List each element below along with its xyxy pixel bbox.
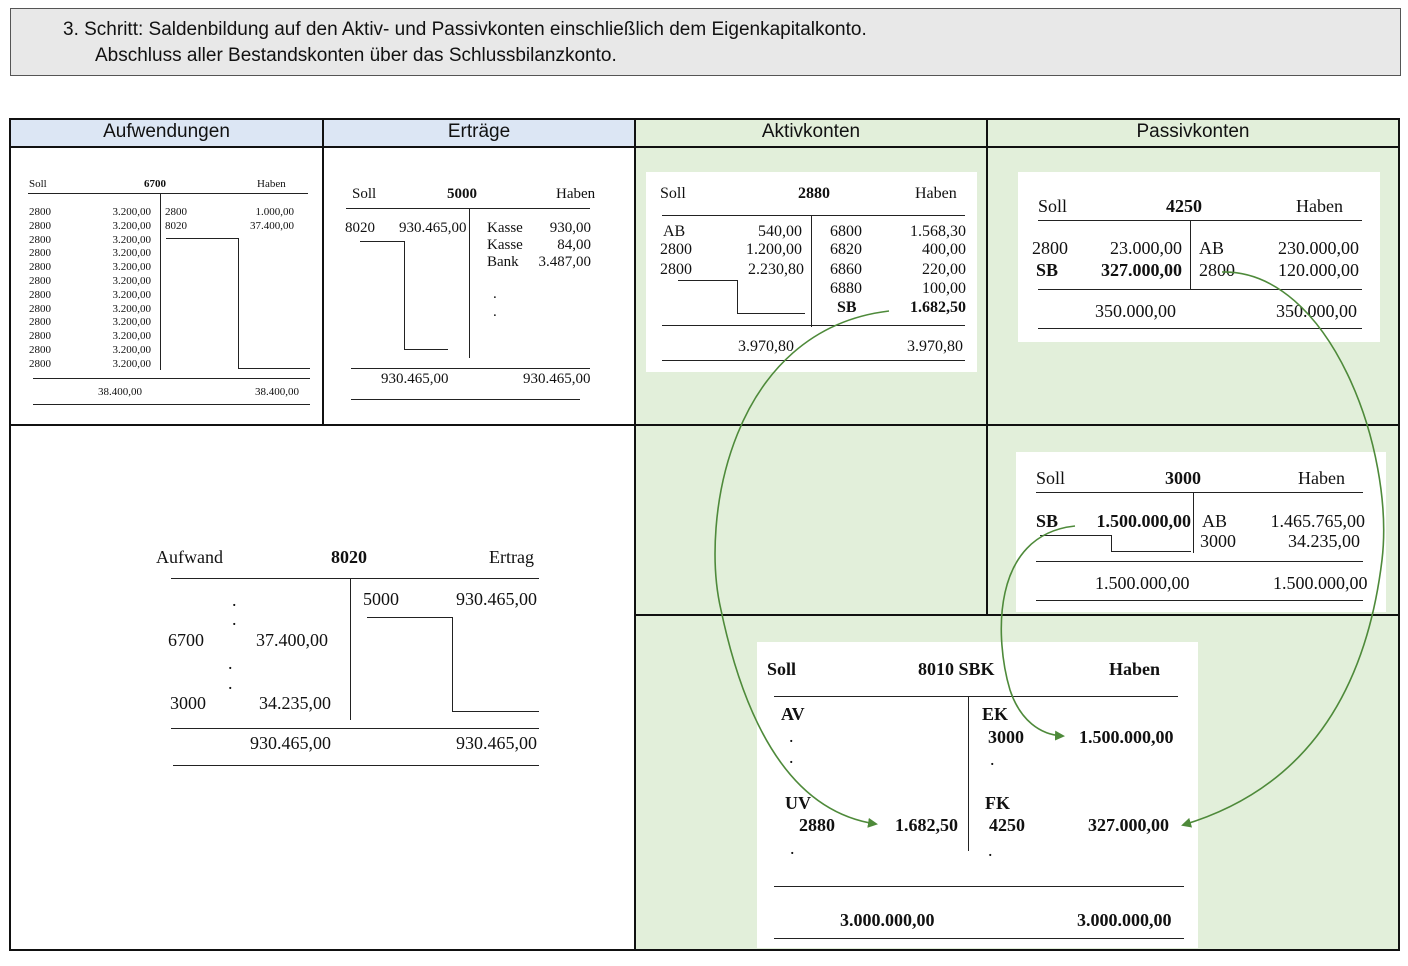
k6700-left-acc-3: 2800 xyxy=(29,247,51,260)
k8010-uv-account: 2880 xyxy=(799,815,835,835)
k6700-haben: Haben xyxy=(257,178,286,190)
k8020-number: 8020 xyxy=(331,547,367,567)
k2880-sb-value: 1.682,50 xyxy=(910,299,966,316)
k3000-sb-label: SB xyxy=(1036,511,1059,531)
k8020-left-val-0: 37.400,00 xyxy=(256,630,328,650)
k2880-left-acc-1: 2800 xyxy=(660,241,692,258)
k3000-sb-value: 1.500.000,00 xyxy=(1096,511,1191,531)
k8010-dot-4: . xyxy=(990,749,995,769)
k6700-sum-left: 38.400,00 xyxy=(98,386,142,398)
k4250-sb-label: SB xyxy=(1036,260,1059,280)
k6700-right-val-0: 1.000,00 xyxy=(255,206,294,218)
k8020-right-account: 5000 xyxy=(363,589,399,609)
k3000-number: 3000 xyxy=(1165,468,1201,488)
header-ertraege: Erträge xyxy=(447,121,511,142)
k8020-dot-4: . xyxy=(228,673,233,693)
k4250-right-val-1: 120.000,00 xyxy=(1278,260,1359,280)
k5000-right-val-1: 84,00 xyxy=(557,237,591,253)
k5000-dot-2: . xyxy=(493,304,497,320)
k8010-sum-right: 3.000.000,00 xyxy=(1077,910,1172,930)
k5000-left-account: 8020 xyxy=(345,220,375,236)
header-passivkonten: Passivkonten xyxy=(1136,121,1250,142)
k6700-left-val-0: 3.200,00 xyxy=(112,206,151,218)
k6700-sum-right: 38.400,00 xyxy=(255,386,299,398)
k8010-fk-account: 4250 xyxy=(989,815,1025,835)
k2880-right-acc-2: 6860 xyxy=(830,261,862,278)
k2880-left-val-1: 1.200,00 xyxy=(746,241,802,258)
arrow-3000-to-sbk xyxy=(1001,526,1075,736)
header-aufwendungen: Aufwendungen xyxy=(103,121,230,142)
k8010-fk: FK xyxy=(985,793,1010,813)
k8010-uv-value: 1.682,50 xyxy=(895,815,958,835)
k5000-sum-right: 930.465,00 xyxy=(523,371,591,387)
k3000-right-acc-1: 3000 xyxy=(1200,531,1236,551)
k8020-left-acc-0: 6700 xyxy=(168,630,204,650)
k6700-left-val-8: 3.200,00 xyxy=(112,316,151,329)
k8020-sum-right: 930.465,00 xyxy=(456,733,537,753)
k6700-left-val-3: 3.200,00 xyxy=(112,247,151,260)
k2880-sum-right: 3.970,80 xyxy=(907,338,963,355)
k6700-left-acc-1: 2800 xyxy=(29,219,51,232)
k5000-haben: Haben xyxy=(556,186,596,202)
banner-line-2: Abschluss aller Bestandskonten über das Schlussbilanzkonto. xyxy=(95,45,617,66)
k6700-left-acc-8: 2800 xyxy=(29,316,51,329)
k8010-uv: UV xyxy=(785,793,811,813)
k6700-left-acc-0: 2800 xyxy=(29,206,51,218)
k6700-left-val-9: 3.200,00 xyxy=(112,330,151,343)
k8010-soll: Soll xyxy=(767,659,797,679)
k6700-right-val-1: 37.400,00 xyxy=(250,220,294,232)
k6700-left-val-4: 3.200,00 xyxy=(112,261,151,274)
k8010-dot-1: . xyxy=(789,726,794,746)
k6700-left-acc-6: 2800 xyxy=(29,288,51,301)
k8020-dot-3: . xyxy=(228,653,233,673)
k6700-number: 6700 xyxy=(144,178,166,190)
arrow-2880-to-sbk xyxy=(715,311,889,824)
k4250-soll: Soll xyxy=(1038,196,1068,216)
k2880-sb-label: SB xyxy=(837,299,857,316)
k6700-left-val-10: 3.200,00 xyxy=(112,344,151,356)
banner-line-1: 3. Schritt: Saldenbildung auf den Aktiv- und Passivkonten einschließlich dem Eigenkapitalkonto. xyxy=(63,19,867,40)
k2880-left-acc-2: 2800 xyxy=(660,261,692,278)
k2880-sum-left: 3.970,80 xyxy=(738,338,794,355)
arrow-4250-to-sbk xyxy=(1183,272,1384,825)
k3000-right-val-1: 34.235,00 xyxy=(1288,531,1360,551)
k8020-sum-left: 930.465,00 xyxy=(250,733,331,753)
k4250-haben: Haben xyxy=(1296,196,1343,216)
k6700-left-acc-10: 2800 xyxy=(29,344,51,356)
k8020-dot-1: . xyxy=(232,590,237,610)
k6700-left-acc-2: 2800 xyxy=(29,233,51,246)
k2880-right-val-2: 220,00 xyxy=(922,261,966,278)
k6700-left-val-2: 3.200,00 xyxy=(112,233,151,246)
k2880-right-acc-0: 6800 xyxy=(830,223,862,240)
k6700-left-val-7: 3.200,00 xyxy=(112,302,151,315)
k5000-right-acc-2: Bank xyxy=(487,254,519,270)
k8010-av: AV xyxy=(781,704,805,724)
k2880-right-val-0: 1.568,30 xyxy=(910,223,966,240)
k6700-left-acc-5: 2800 xyxy=(29,275,51,287)
k5000-sum-left: 930.465,00 xyxy=(381,371,449,387)
k4250-sum-right: 350.000,00 xyxy=(1276,301,1357,321)
k5000-left-value: 930.465,00 xyxy=(399,220,467,236)
k8010-sum-left: 3.000.000,00 xyxy=(840,910,935,930)
k2880-left-val-2: 2.230,80 xyxy=(748,261,804,278)
k8020-left-acc-1: 3000 xyxy=(170,693,206,713)
k2880-right-val-1: 400,00 xyxy=(922,241,966,258)
k2880-right-acc-1: 6820 xyxy=(830,241,862,258)
k6700-right-acc-0: 2800 xyxy=(165,206,187,218)
k3000-right-acc-0: AB xyxy=(1202,511,1228,531)
k3000-soll: Soll xyxy=(1036,468,1066,488)
k2880-haben: Haben xyxy=(915,185,957,202)
k8010-ek: EK xyxy=(982,704,1009,724)
k5000-soll: Soll xyxy=(352,186,377,202)
k5000-right-acc-0: Kasse xyxy=(487,220,523,236)
k8020-left-val-1: 34.235,00 xyxy=(259,693,331,713)
k4250-left-value: 23.000,00 xyxy=(1110,238,1182,258)
k8010-dot-3: . xyxy=(790,838,795,858)
k3000-sum-right: 1.500.000,00 xyxy=(1273,573,1368,593)
k3000-haben: Haben xyxy=(1298,468,1345,488)
k2880-left-acc-0: AB xyxy=(663,223,686,240)
k8010-dot-2: . xyxy=(789,747,794,767)
header-aktivkonten: Aktivkonten xyxy=(761,121,861,142)
k5000-right-val-2: 3.487,00 xyxy=(538,254,591,270)
k4250-right-val-0: 230.000,00 xyxy=(1278,238,1359,258)
k6700-left-val-6: 3.200,00 xyxy=(112,288,151,301)
k6700-left-acc-7: 2800 xyxy=(29,302,51,315)
k8010-ek-value: 1.500.000,00 xyxy=(1079,727,1174,747)
k8010-ek-account: 3000 xyxy=(988,727,1024,747)
k4250-right-acc-1: 2800 xyxy=(1199,260,1235,280)
k2880-right-acc-3: 6880 xyxy=(830,280,862,297)
k6700-left-val-1: 3.200,00 xyxy=(112,219,151,232)
k8020-soll: Aufwand xyxy=(156,547,223,567)
k6700-left-val-5: 3.200,00 xyxy=(112,275,151,287)
k6700-right-acc-1: 8020 xyxy=(165,220,187,232)
k3000-sum-left: 1.500.000,00 xyxy=(1095,573,1190,593)
k8020-right-value: 930.465,00 xyxy=(456,589,537,609)
k2880-left-val-0: 540,00 xyxy=(758,223,802,240)
k6700-left-acc-11: 2800 xyxy=(29,357,51,370)
k5000-right-val-0: 930,00 xyxy=(549,220,591,236)
k4250-right-acc-0: AB xyxy=(1199,238,1225,258)
k2880-soll: Soll xyxy=(660,185,686,202)
k4250-number: 4250 xyxy=(1166,196,1202,216)
k5000-right-acc-1: Kasse xyxy=(487,237,523,253)
k8010-haben: Haben xyxy=(1109,659,1161,679)
k8010-dot-5: . xyxy=(988,840,993,860)
k8010-fk-value: 327.000,00 xyxy=(1088,815,1169,835)
k6700-left-acc-9: 2800 xyxy=(29,330,51,343)
k6700-left-acc-4: 2800 xyxy=(29,261,51,274)
k4250-sum-left: 350.000,00 xyxy=(1095,301,1176,321)
k6700-soll: Soll xyxy=(29,178,47,190)
k5000-number: 5000 xyxy=(447,186,477,202)
k2880-number: 2880 xyxy=(798,185,830,202)
k6700-left-val-11: 3.200,00 xyxy=(112,357,151,370)
k8020-haben: Ertrag xyxy=(489,547,534,567)
k2880-right-val-3: 100,00 xyxy=(922,280,966,297)
k8010-number: 8010 SBK xyxy=(918,659,995,679)
k5000-dot-1: . xyxy=(493,286,497,302)
k3000-right-val-0: 1.465.765,00 xyxy=(1270,511,1365,531)
k8020-dot-2: . xyxy=(232,609,237,629)
k4250-sb-value: 327.000,00 xyxy=(1101,260,1182,280)
k4250-left-account: 2800 xyxy=(1032,238,1068,258)
